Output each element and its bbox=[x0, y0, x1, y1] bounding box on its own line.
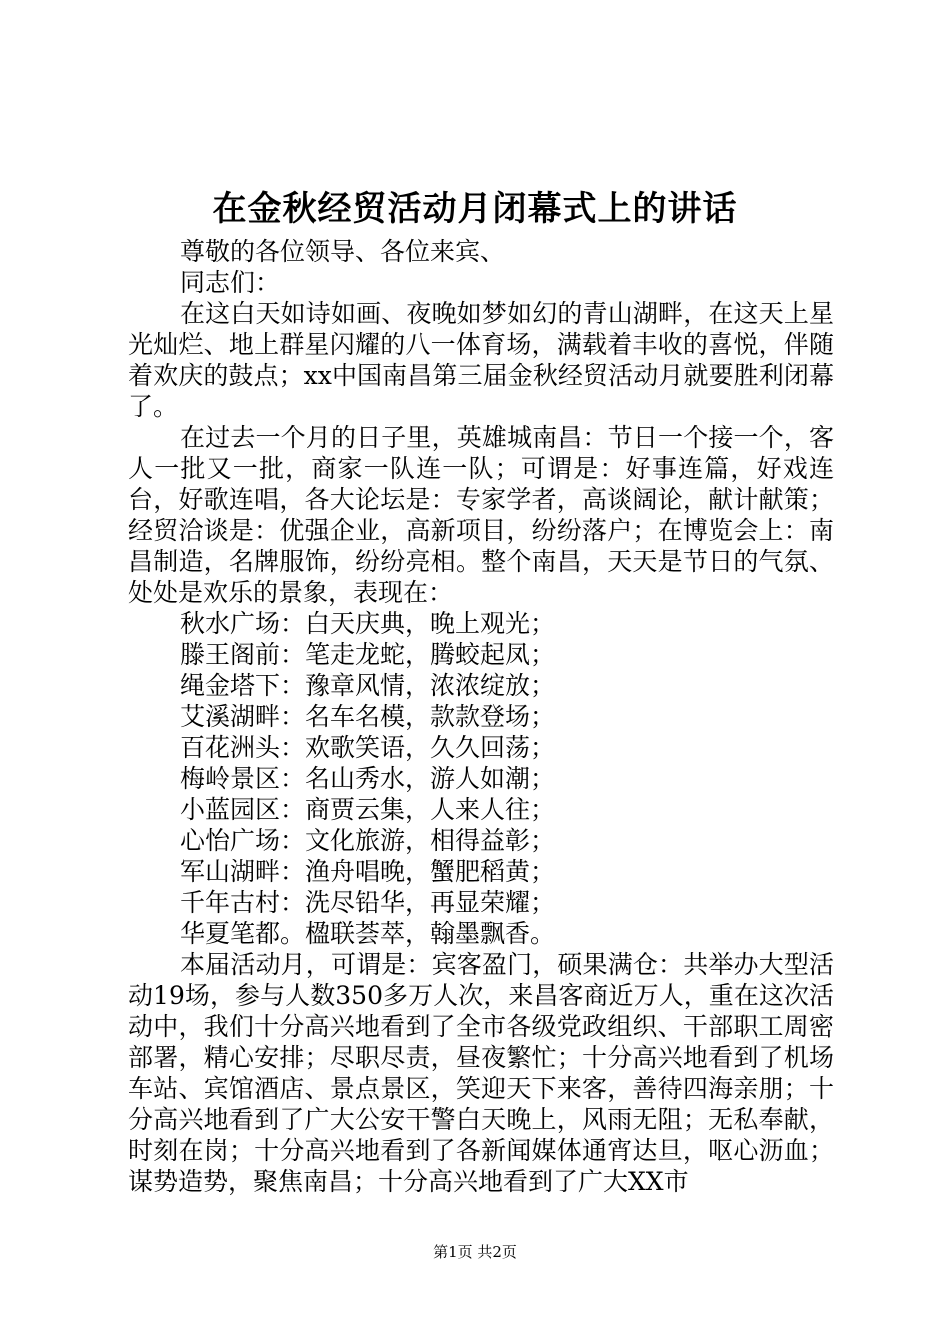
list-item: 华夏笔都。楹联荟萃，翰墨飘香。 bbox=[180, 919, 556, 948]
list-item: 梅岭景区：名山秀水，游人如潮； bbox=[180, 764, 556, 793]
list-item: 小蓝园区：商贾云集，人来人往； bbox=[180, 795, 556, 824]
list-item: 秋水广场：白天庆典，晚上观光； bbox=[180, 609, 556, 638]
body-paragraph: 在这白天如诗如画、夜晚如梦如幻的青山湖畔，在这天上星光灿烂、地上群星闪耀的八一体育场，满载着丰收的喜悦，伴随着欢庆的鼓点；xx中国南昌第三届金秋经贸活动月就要胜利闭幕了。 bbox=[128, 299, 834, 421]
body-paragraph: 本届活动月，可谓是：宾客盈门，硕果满仓：共举办大型活动19场，参与人数350多万人次，来昌客商近万人，重在这次活动中，我们十分高兴地看到了全市各级党政组织、干部职工周密部署，精心安排；尽职尽责，昼夜繁忙；十分高兴地看到了机场车站、宾馆酒店、景点景区，笑迎天下来客，善待四海亲朋；十分高兴地看到了广大公安干警白天晚上，风雨无阻；无私奉献，时刻在岗；十分高兴地看到了各新闻媒体通宵达旦，呕心沥血；谋势造势，聚焦南昌；十分高兴地看到了广大XX市 bbox=[128, 950, 834, 1196]
list-item: 艾溪湖畔：名车名模，款款登场； bbox=[180, 702, 556, 731]
document-body bbox=[128, 236, 834, 1197]
page-footer: 第1页 共2页 bbox=[433, 1243, 517, 1261]
body-paragraph: 在过去一个月的日子里，英雄城南昌：节日一个接一个，客人一批又一批，商家一队连一队；可谓是：好事连篇，好戏连台，好歌连唱，各大论坛是：专家学者，高谈阔论，献计献策；经贸洽谈是：优强企业，高新项目，纷纷落户；在博览会上：南昌制造，名牌服饰，纷纷亮相。整个南昌，天天是节日的气氛、处处是欢乐的景象，表现在： bbox=[128, 423, 834, 607]
list-item: 千年古村：洗尽铅华，再显荣耀； bbox=[180, 888, 556, 917]
list-item: 心怡广场：文化旅游，相得益彰； bbox=[180, 826, 556, 855]
salutation-line: 尊敬的各位领导、各位来宾、 bbox=[180, 237, 506, 266]
list-item: 滕王阁前：笔走龙蛇，腾蛟起凤； bbox=[180, 640, 556, 669]
document-title: 在金秋经贸活动月闭幕式上的讲话 bbox=[212, 189, 738, 229]
salutation-line: 同志们： bbox=[180, 268, 281, 297]
list-item: 绳金塔下：豫章风情，浓浓绽放； bbox=[180, 671, 556, 700]
list-item: 百花洲头：欢歌笑语，久久回荡； bbox=[180, 733, 556, 762]
list-item: 军山湖畔：渔舟唱晚，蟹肥稻黄； bbox=[180, 857, 556, 886]
